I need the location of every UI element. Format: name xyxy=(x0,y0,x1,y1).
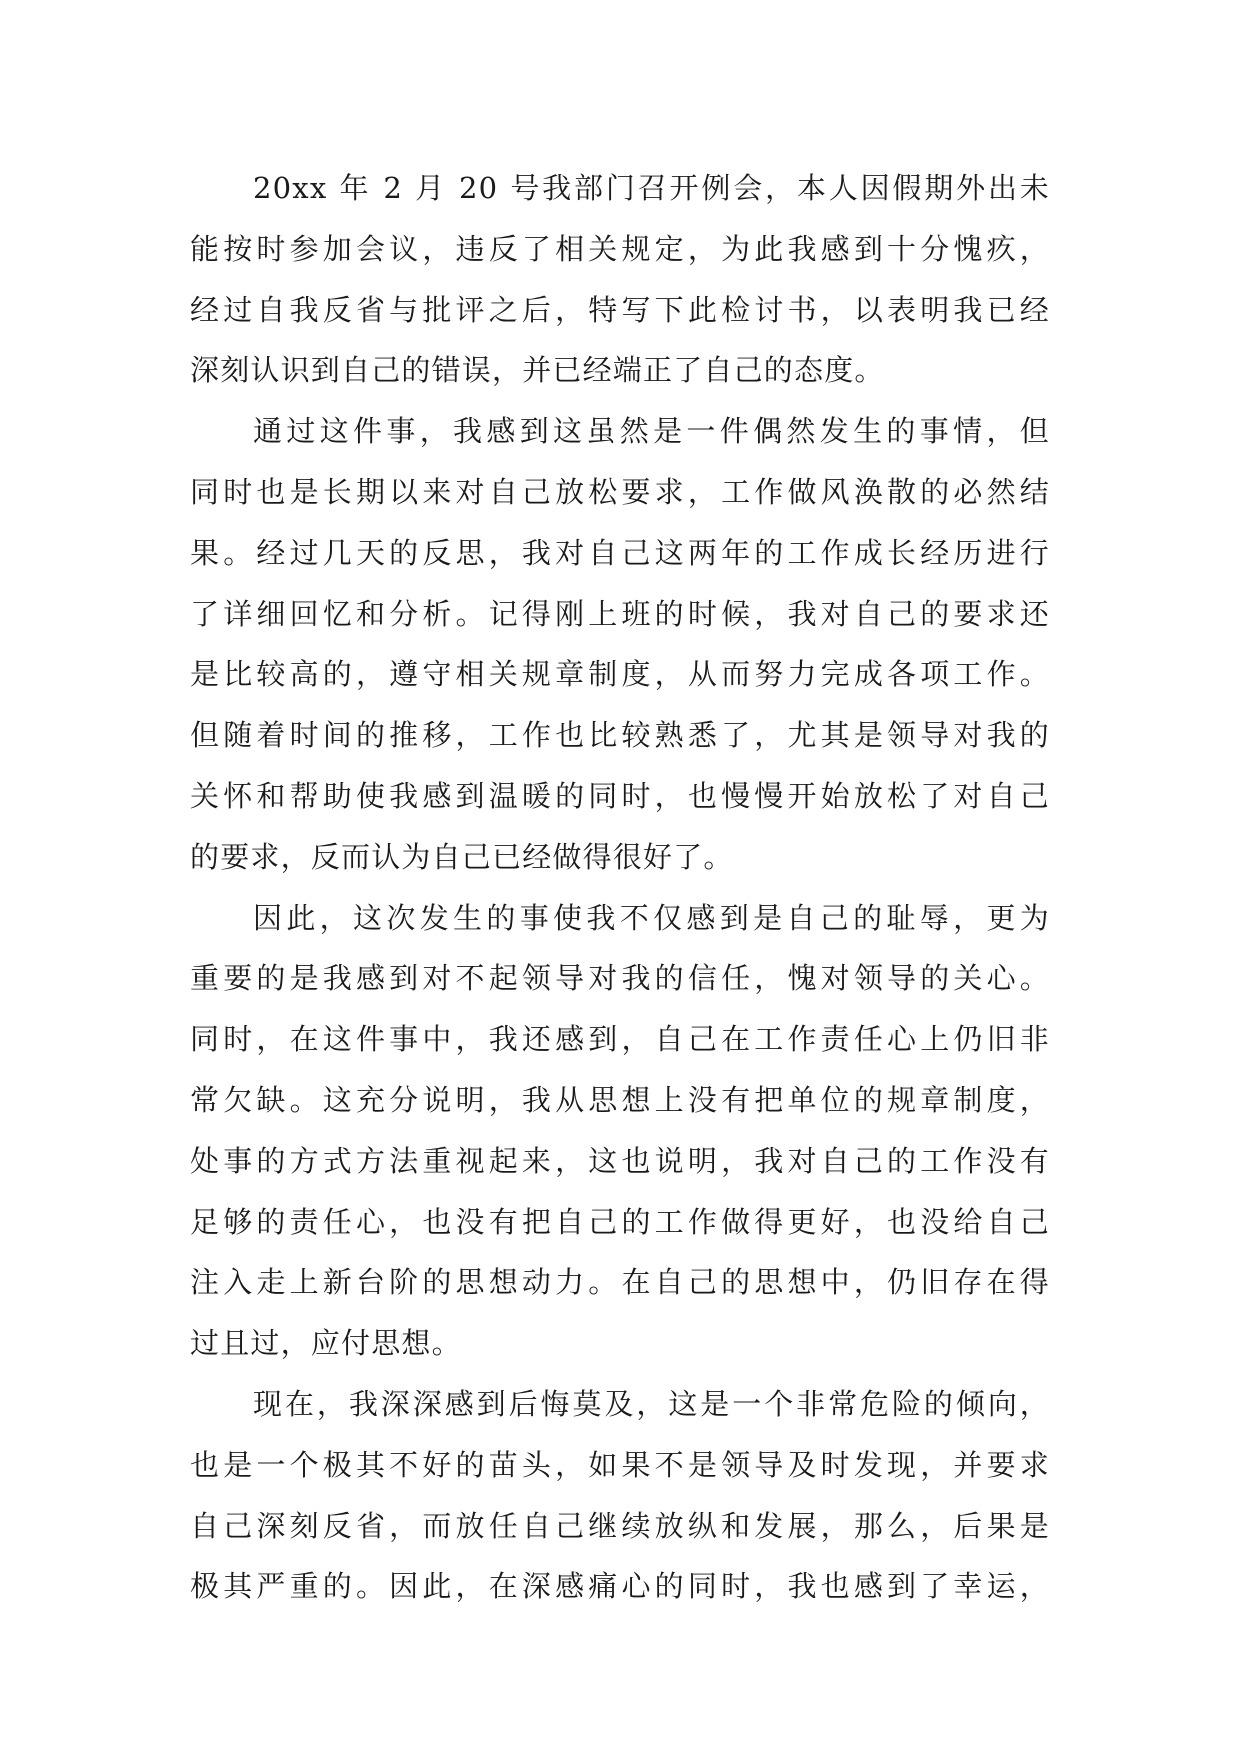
text-line: 20xx 年 2 月 20 号我部门召开例会，本人因假期外出未 xyxy=(253,171,1050,205)
text-line: 同时，在这件事中，我还感到，自己在工作责任心上仍旧非 xyxy=(190,1022,1050,1057)
paragraph-4 xyxy=(190,1374,1050,1617)
text-line: 常欠缺。这充分说明，我从思想上没有把单位的规章制度， xyxy=(190,1082,1050,1117)
text-line: 重要的是我感到对不起领导对我的信任，愧对领导的关心。 xyxy=(190,961,1050,996)
text-line: 能按时参加会议，违反了相关规定，为此我感到十分愧疚， xyxy=(190,231,1050,266)
text-line: 经过自我反省与批评之后，特写下此检讨书，以表明我已经 xyxy=(190,292,1050,327)
text-line: 极其严重的。因此，在深感痛心的同时，我也感到了幸运， xyxy=(190,1569,1050,1604)
paragraph-2 xyxy=(190,401,1050,887)
document-body xyxy=(190,158,1050,1617)
text-line: 深刻认识到自己的错误，并已经端正了自己的态度。 xyxy=(190,353,885,388)
text-line: 因此，这次发生的事使我不仅感到是自己的耻辱，更为 xyxy=(253,900,1050,935)
text-line: 了详细回忆和分析。记得刚上班的时候，我对自己的要求还 xyxy=(190,596,1050,631)
text-line: 注入走上新台阶的思想动力。在自己的思想中，仍旧存在得 xyxy=(190,1265,1050,1300)
text-line: 同时也是长期以来对自己放松要求，工作做风涣散的必然结 xyxy=(190,474,1050,509)
text-line: 过且过，应付思想。 xyxy=(190,1326,462,1361)
text-line: 是比较高的，遵守相关规章制度，从而努力完成各项工作。 xyxy=(190,657,1050,692)
text-line: 自己深刻反省，而放任自己继续放纵和发展，那么，后果是 xyxy=(190,1508,1050,1543)
text-line: 关怀和帮助使我感到温暖的同时，也慢慢开始放松了对自己 xyxy=(190,778,1050,813)
text-line: 的要求，反而认为自己已经做得很好了。 xyxy=(190,839,734,874)
text-line: 也是一个极其不好的苗头，如果不是领导及时发现，并要求 xyxy=(190,1447,1050,1482)
text-line: 但随着时间的推移，工作也比较熟悉了，尤其是领导对我的 xyxy=(190,718,1050,753)
text-line: 足够的责任心，也没有把自己的工作做得更好，也没给自己 xyxy=(190,1204,1050,1239)
paragraph-1 xyxy=(190,158,1050,401)
text-line: 通过这件事，我感到这虽然是一件偶然发生的事情，但 xyxy=(253,414,1050,449)
text-line: 现在，我深深感到后悔莫及，这是一个非常危险的倾向， xyxy=(253,1386,1050,1421)
text-line: 处事的方式方法重视起来，这也说明，我对自己的工作没有 xyxy=(190,1143,1050,1178)
text-line: 果。经过几天的反思，我对自己这两年的工作成长经历进行 xyxy=(190,535,1050,570)
paragraph-3 xyxy=(190,888,1050,1374)
